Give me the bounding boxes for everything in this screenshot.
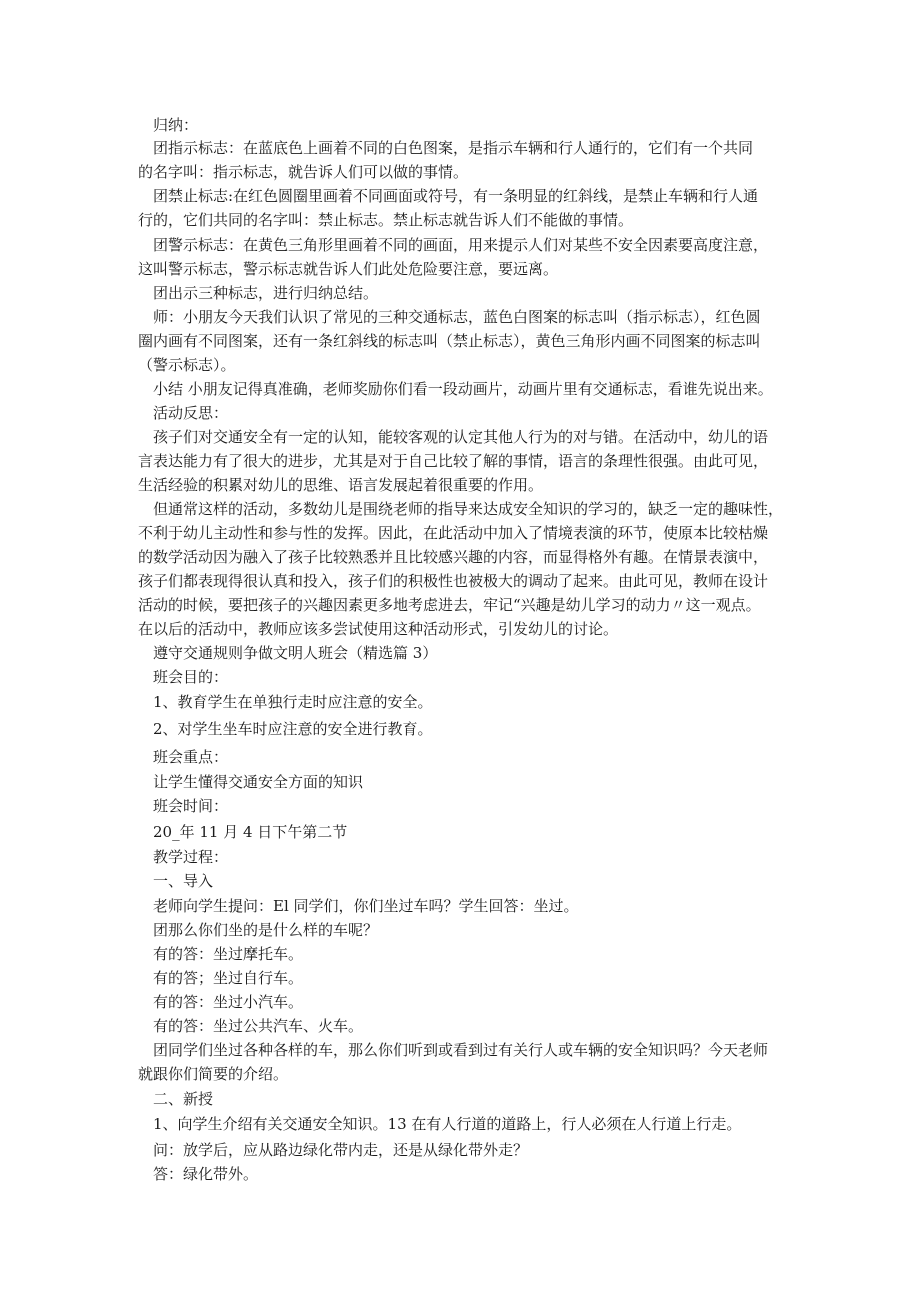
text-line: 班会时间： [153,797,229,815]
text-line: 行的，它们共同的名字叫：禁止标志。禁止标志就告诉人们不能做的事情。 [138,211,634,229]
text-line: 小结 小朋友记得真准确，老师奖励你们看一段动画片，动画片里有交通标志，看谁先说出来。 [153,380,773,398]
text-line: 二、新授 [153,1090,214,1108]
text-line: 团同学们坐过各种各样的车，那么你们听到或看到过有关行人或车辆的安全知识吗？今天老师 [153,1041,769,1059]
list-item: 2、对学生坐车时应注意的安全进行教育。 [153,720,433,738]
text-line: 这叫警示标志，警示标志就告诉人们此处危险要注意，要远离。 [138,260,559,278]
text-line: 活动反思： [153,404,229,422]
text-line: 有的答：坐过小汽车。 [153,993,304,1011]
text-line: 的名字叫：指示标志，就告诉人们可以做的事情。 [138,163,469,181]
text-line: 圈内画有不同图案，还有一条红斜线的标志叫（禁止标志），黄色三角形内画不同图案的标志叫 [138,332,761,350]
text-line: 答：绿化带外。 [153,1165,259,1183]
text-line: 团指示标志：在蓝底色上画着不同的白色图案，是指示车辆和行人通行的，它们有一个共同 [153,139,754,157]
text-line: （警示标志）。 [138,356,236,374]
text-line: 团出示三种标志，进行归纳总结。 [153,284,379,302]
text-line: 归纳： [153,116,199,134]
text-line: 生活经验的积累对幼儿的思维、语言发展起着很重要的作用。 [138,476,544,494]
text-line: 教学过程： [153,848,229,866]
text-line: 1、向学生介绍有关交通安全知识。13 在有人行道的道路上，行人必须在人行道上行走。 [153,1115,742,1133]
text-line: 团那么你们坐的是什么样的车呢？ [153,921,379,939]
section-title: 遵守交通规则争做文明人班会（精选篇 3） [153,644,438,662]
text-line: 20_年 11 月 4 日下午第二节 [153,823,348,841]
text-line: 师：小朋友今天我们认识了常见的三种交通标志，蓝色白图案的标志叫（指示标志），红色圆 [153,308,761,326]
text-line: 班会目的： [153,668,229,686]
text-line: 孩子们对交通安全有一定的认知，能较客观的认定其他人行为的对与错。在活动中，幼儿的语 [153,428,769,446]
text-line: 团禁止标志:在红色圆圈里画着不同画面或符号，有一条明显的红斜线，是禁止车辆和行人通 [153,187,759,205]
text-line: 就跟你们简要的介绍。 [138,1065,289,1083]
list-item: 1、教育学生在单独行走时应注意的安全。 [153,693,433,711]
text-line: 问：放学后，应从路边绿化带内走，还是从绿化带外走？ [153,1141,529,1159]
text-line: 在以后的活动中，教师应该多尝试使用这种活动形式，引发幼儿的讨论。 [138,620,619,638]
text-line: 有的答：坐过摩托车。 [153,945,304,963]
text-line: 一、导入 [153,872,214,890]
text-line: 有的答；坐过自行车。 [153,969,304,987]
text-line: 团警示标志：在黄色三角形里画着不同的画面，用来提示人们对某些不安全因素要高度注意， [153,236,769,254]
text-line: 老师向学生提问：El 同学们，你们坐过车吗？学生回答：坐过。 [153,897,579,915]
text-line: 不利于幼儿主动性和参与性的发挥。因此，在此活动中加入了情境表演的环节，使原本比较枯燥 [138,524,769,542]
text-line: 有的答：坐过公共汽车、火车。 [153,1017,364,1035]
text-line: 班会重点： [153,748,229,766]
text-line: 但通常这样的活动，多数幼儿是围绕老师的指导来达成安全知识的学习的，缺乏一定的趣味性， [153,500,784,518]
text-line: 孩子们都表现得很认真和投入，孩子们的积极性也被极大的调动了起来。由此可见，教师在设计 [138,572,769,590]
text-line: 让学生懂得交通安全方面的知识 [153,773,364,791]
text-line: 的数学活动因为融入了孩子比较熟悉并且比较感兴趣的内容，而显得格外有趣。在情景表演中， [138,548,769,566]
text-line: 活动的时候，要把孩子的兴趣因素更多地考虑进去，牢记“兴趣是幼儿学习的动力〃这一观点。 [138,596,761,614]
text-line: 言表达能力有了很大的进步，尤其是对于自己比较了解的事情，语言的条理性很强。由此可见， [138,452,769,470]
